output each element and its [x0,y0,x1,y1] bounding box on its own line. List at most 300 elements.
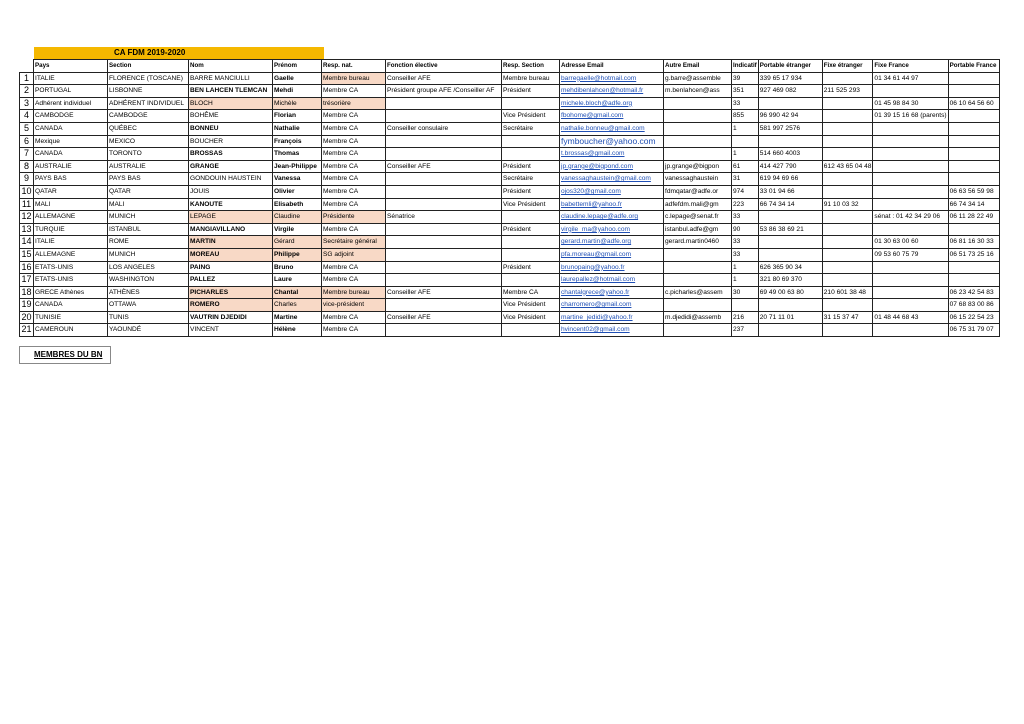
france-landline-cell [873,173,948,186]
firstname-cell: Vanessa [273,173,322,186]
dial-code-cell: 1 [732,148,759,161]
foreign-landline-cell [822,248,873,261]
france-landline-cell: 09 53 60 75 79 [873,248,948,261]
other-email-cell [664,148,732,161]
section-role-cell: Président [502,85,560,98]
elective-function-cell [386,148,502,161]
foreign-landline-cell [822,223,873,236]
surname-cell: MANGIAVILLANO [189,223,273,236]
section-cell: LISBONNE [108,85,189,98]
foreign-mobile-cell: 321 80 69 370 [758,274,822,287]
table-row [20,211,1000,224]
surname-cell: VAUTRIN DJEDIDI [189,311,273,324]
dial-code-cell: 33 [732,211,759,224]
surname-cell: MOREAU [189,248,273,261]
foreign-landline-cell [822,324,873,337]
firstname-cell: Gaelle [273,72,322,85]
firstname-cell: Laure [273,274,322,287]
elective-function-cell [386,110,502,123]
elective-function-cell: Conseiller AFE [386,311,502,324]
section-cell: MUNICH [108,211,189,224]
header-cell: Adresse Email [560,60,664,73]
row-number: 2 [20,85,34,98]
other-email-cell: m.djedidi@assemb [664,311,732,324]
france-mobile-cell [948,110,999,123]
table-row [20,223,1000,236]
foreign-mobile-cell [758,299,822,312]
section-role-cell [502,211,560,224]
elective-function-cell: Conseiller AFE [386,160,502,173]
elective-function-cell [386,185,502,198]
section-role-cell: Vice Président [502,299,560,312]
table-row [20,185,1000,198]
email-cell[interactable]: vanessaghaustein@gmail.com [560,173,664,186]
other-email-cell [664,248,732,261]
table-row [20,135,1000,148]
country-cell: CAMBODGE [34,110,108,123]
section-role-cell: Vice Président [502,311,560,324]
other-email-cell [664,122,732,135]
row-number: 8 [20,160,34,173]
france-landline-cell [873,286,948,299]
surname-cell: GONDOUIN HAUSTEIN [189,173,273,186]
national-role-cell: Membre CA [322,85,386,98]
national-role-cell: Membre CA [322,135,386,148]
other-email-cell: c.lepage@senat.fr [664,211,732,224]
other-email-cell: jp.grange@bigpon [664,160,732,173]
table-row [20,236,1000,249]
row-number: 7 [20,148,34,161]
section-cell: FLORENCE (TOSCANE) [108,72,189,85]
france-mobile-cell: 06 75 31 79 07 [948,324,999,337]
surname-cell: BOHÊME [189,110,273,123]
surname-cell: BOUCHER [189,135,273,148]
header-cell: Portable étranger [758,60,822,73]
elective-function-cell: Président groupe AFE /Conseiller AF [386,85,502,98]
table-row [20,85,1000,98]
section-role-cell [502,324,560,337]
foreign-mobile-cell: 20 71 11 01 [758,311,822,324]
country-cell: ALLEMAGNE [34,248,108,261]
section-role-cell: Vice Président [502,110,560,123]
other-email-cell [664,261,732,274]
france-mobile-cell: 06 11 28 22 49 [948,211,999,224]
firstname-cell: Chantal [273,286,322,299]
section-cell: ADHÉRENT INDIVIDUEL [108,97,189,110]
france-mobile-cell [948,72,999,85]
national-role-cell: Membre CA [322,160,386,173]
sheet-title-bar [34,47,324,59]
country-cell: TURQUIE [34,223,108,236]
dial-code-cell: 33 [732,236,759,249]
section-role-cell [502,274,560,287]
email-cell[interactable]: ojos320@gmail.com [560,185,664,198]
country-cell: CAMEROUN [34,324,108,337]
members-table-body [20,72,1000,336]
header-cell: Fixe étranger [822,60,873,73]
row-number: 18 [20,286,34,299]
country-cell: QATAR [34,185,108,198]
dial-code-cell: 1 [732,122,759,135]
email-cell[interactable]: charromero@gmail.com [560,299,664,312]
header-index [20,60,34,73]
table-row [20,97,1000,110]
section-role-cell: Secrétaire [502,122,560,135]
row-number: 5 [20,122,34,135]
other-email-cell: g.barre@assemble [664,72,732,85]
section-role-cell [502,148,560,161]
firstname-cell: Philippe [273,248,322,261]
dial-code-cell: 33 [732,248,759,261]
surname-cell: LEPAGE [189,211,273,224]
email-cell[interactable]: brunopaing@yahoo.fr [560,261,664,274]
surname-cell: MARTIN [189,236,273,249]
other-email-cell: fdmqatar@adfe.or [664,185,732,198]
country-cell: ALLEMAGNE [34,211,108,224]
surname-cell: PALLEZ [189,274,273,287]
country-cell: AUSTRALIE [34,160,108,173]
foreign-mobile-cell: 626 365 90 34 [758,261,822,274]
france-mobile-cell: 06 15 22 54 23 [948,311,999,324]
firstname-cell: Mehdi [273,85,322,98]
foreign-landline-cell [822,72,873,85]
foreign-landline-cell [822,261,873,274]
header-row [20,60,1000,73]
france-landline-cell [873,198,948,211]
surname-cell: PICHARLES [189,286,273,299]
row-number: 16 [20,261,34,274]
table-row [20,72,1000,85]
foreign-mobile-cell: 66 74 34 14 [758,198,822,211]
elective-function-cell: Conseiller AFE [386,72,502,85]
foreign-mobile-cell: 96 990 42 94 [758,110,822,123]
country-cell: CANADA [34,148,108,161]
row-number: 19 [20,299,34,312]
other-email-cell [664,135,732,148]
row-number: 11 [20,198,34,211]
foreign-landline-cell [822,299,873,312]
france-mobile-cell: 06 81 16 30 33 [948,236,999,249]
france-landline-cell [873,299,948,312]
national-role-cell: Membre bureau [322,286,386,299]
surname-cell: BONNEU [189,122,273,135]
section-cell: PAYS BAS [108,173,189,186]
header-cell: Section [108,60,189,73]
national-role-cell: Membre CA [322,148,386,161]
foreign-landline-cell: 91 10 03 32 [822,198,873,211]
table-row [20,148,1000,161]
firstname-cell: Michèle [273,97,322,110]
national-role-cell: Membre CA [322,110,386,123]
row-number: 10 [20,185,34,198]
firstname-cell: François [273,135,322,148]
email-cell[interactable]: jp.grange@bigpond.com [560,160,664,173]
foreign-mobile-cell: 53 86 38 69 21 [758,223,822,236]
country-cell: TUNISIE [34,311,108,324]
table-row [20,248,1000,261]
section-role-cell: Président [502,223,560,236]
national-role-cell: Membre CA [322,274,386,287]
header-cell: Indicatif [732,60,759,73]
header-cell: Resp. Section [502,60,560,73]
france-landline-cell: sénat : 01 42 34 29 06 [873,211,948,224]
row-number: 20 [20,311,34,324]
foreign-mobile-cell [758,324,822,337]
email-cell[interactable]: fymboucher@yahoo.com [560,135,664,148]
surname-cell: JOUIS [189,185,273,198]
foreign-landline-cell [822,148,873,161]
row-number: 15 [20,248,34,261]
country-cell: PORTUGAL [34,85,108,98]
email-cell[interactable]: virgile_ma@yahoo.com [560,223,664,236]
national-role-cell: Membre CA [322,198,386,211]
email-cell[interactable]: babettemli@yahoo.fr [560,198,664,211]
foreign-landline-cell [822,211,873,224]
dial-code-cell: 216 [732,311,759,324]
foreign-mobile-cell: 619 94 69 66 [758,173,822,186]
dial-code-cell: 1 [732,274,759,287]
section-role-cell: Secrétaire [502,173,560,186]
other-email-cell: m.benlahcen@ass [664,85,732,98]
surname-cell: BARRE MANCIULLI [189,72,273,85]
foreign-mobile-cell: 339 65 17 934 [758,72,822,85]
foreign-landline-cell: 210 601 38 48 [822,286,873,299]
dial-code-cell: 974 [732,185,759,198]
national-role-cell: SG adjoint [322,248,386,261]
other-email-cell [664,324,732,337]
table-row [20,261,1000,274]
members-table [19,59,1000,337]
foreign-mobile-cell: 514 660 4003 [758,148,822,161]
section-cell: AUSTRALIE [108,160,189,173]
elective-function-cell [386,299,502,312]
firstname-cell: Olivier [273,185,322,198]
section-cell: YAOUNDÉ [108,324,189,337]
section-cell: MUNICH [108,248,189,261]
dial-code-cell: 39 [732,72,759,85]
dial-code-cell: 31 [732,173,759,186]
elective-function-cell [386,173,502,186]
email-cell[interactable]: chantalgrece@yahoo.fr [560,286,664,299]
section-role-cell: Président [502,160,560,173]
surname-cell: VINCENT [189,324,273,337]
country-cell: ETATS-UNIS [34,261,108,274]
row-number: 17 [20,274,34,287]
email-cell[interactable]: laurepallez@hotmail.com [560,274,664,287]
elective-function-cell [386,223,502,236]
foreign-landline-cell [822,173,873,186]
france-mobile-cell: 06 51 73 25 16 [948,248,999,261]
france-mobile-cell: 66 74 34 14 [948,198,999,211]
other-email-cell [664,299,732,312]
elective-function-cell [386,236,502,249]
firstname-cell: Claudine [273,211,322,224]
section-role-cell: Président [502,261,560,274]
elective-function-cell [386,198,502,211]
dial-code-cell: 351 [732,85,759,98]
other-email-cell: vanessaghaustein [664,173,732,186]
section-role-cell [502,135,560,148]
foreign-landline-cell [822,122,873,135]
france-landline-cell: 01 39 15 16 68 (parents) [873,110,948,123]
france-mobile-cell [948,223,999,236]
national-role-cell: Membre CA [322,223,386,236]
country-cell: ITALIE [34,236,108,249]
email-cell[interactable]: t.brossas@gmail.com [560,148,664,161]
foreign-landline-cell [822,185,873,198]
foreign-mobile-cell: 33 01 94 66 [758,185,822,198]
table-row [20,311,1000,324]
surname-cell: KANOUTE [189,198,273,211]
france-landline-cell [873,223,948,236]
surname-cell: BLOCH [189,97,273,110]
foreign-landline-cell [822,97,873,110]
section-cell: OTTAWA [108,299,189,312]
elective-function-cell [386,261,502,274]
table-row [20,122,1000,135]
row-number: 13 [20,223,34,236]
dial-code-cell: 30 [732,286,759,299]
foreign-landline-cell: 612 43 65 04 48 [822,160,873,173]
foreign-mobile-cell: 69 49 00 63 80 [758,286,822,299]
surname-cell: GRANGE [189,160,273,173]
surname-cell: PAING [189,261,273,274]
email-cell[interactable]: michele.bloch@adfe.org [560,97,664,110]
firstname-cell: Hélène [273,324,322,337]
france-mobile-cell [948,261,999,274]
dial-code-cell: 90 [732,223,759,236]
france-mobile-cell: 06 10 64 56 60 [948,97,999,110]
table-row [20,160,1000,173]
foreign-mobile-cell: 581 997 2576 [758,122,822,135]
france-landline-cell: 01 30 63 00 60 [873,236,948,249]
section-cell: WASHINGTON [108,274,189,287]
foreign-landline-cell [822,135,873,148]
section-role-cell: Président [502,185,560,198]
other-email-cell: adfefdm.mali@gm [664,198,732,211]
france-landline-cell [873,85,948,98]
elective-function-cell: Conseiller AFE [386,286,502,299]
elective-function-cell [386,248,502,261]
dial-code-cell: 223 [732,198,759,211]
other-email-cell: gerard.martin0460 [664,236,732,249]
header-cell: Nom [189,60,273,73]
country-cell: CANADA [34,122,108,135]
france-mobile-cell [948,160,999,173]
firstname-cell: Thomas [273,148,322,161]
france-landline-cell [873,274,948,287]
row-number: 3 [20,97,34,110]
national-role-cell: Présidente [322,211,386,224]
country-cell: GRECE Athènes [34,286,108,299]
header-cell: Pays [34,60,108,73]
row-number: 12 [20,211,34,224]
france-landline-cell: 01 34 61 44 97 [873,72,948,85]
france-mobile-cell [948,85,999,98]
foreign-mobile-cell [758,236,822,249]
france-landline-cell [873,185,948,198]
section-cell: MALI [108,198,189,211]
firstname-cell: Jean-Philippe [273,160,322,173]
firstname-cell: Gérard [273,236,322,249]
national-role-cell: Secrétaire général [322,236,386,249]
section-role-cell [502,97,560,110]
row-number: 6 [20,135,34,148]
elective-function-cell: Sénatrice [386,211,502,224]
email-cell[interactable]: fbohome@gmail.com [560,110,664,123]
elective-function-cell [386,324,502,337]
national-role-cell: trésorière [322,97,386,110]
other-email-cell [664,274,732,287]
firstname-cell: Bruno [273,261,322,274]
other-email-cell [664,110,732,123]
country-cell: ITALIE [34,72,108,85]
surname-cell: ROMERO [189,299,273,312]
email-cell[interactable]: mehdibenlahcen@hotmail.fr [560,85,664,98]
section-cell: MEXICO [108,135,189,148]
email-cell[interactable]: gerard.martin@adfe.org [560,236,664,249]
section-role-cell [502,248,560,261]
header-cell: Fixe France [873,60,948,73]
email-cell[interactable]: barregaelle@hotmail.com [560,72,664,85]
section-cell: TORONTO [108,148,189,161]
france-mobile-cell [948,135,999,148]
header-cell: Resp. nat. [322,60,386,73]
foreign-landline-cell [822,274,873,287]
surname-cell: BROSSAS [189,148,273,161]
france-mobile-cell: 06 23 42 54 83 [948,286,999,299]
national-role-cell: Membre CA [322,173,386,186]
elective-function-cell [386,135,502,148]
email-cell[interactable]: pfa.moreau@gmail.com [560,248,664,261]
table-row [20,286,1000,299]
table-row [20,274,1000,287]
foreign-landline-cell: 31 15 37 47 [822,311,873,324]
section-cell: QUÉBEC [108,122,189,135]
header-cell: Portable France [948,60,999,73]
france-mobile-cell: 07 68 83 00 86 [948,299,999,312]
france-mobile-cell [948,148,999,161]
foreign-mobile-cell: 414 427 790 [758,160,822,173]
france-landline-cell [873,122,948,135]
table-row [20,173,1000,186]
dial-code-cell: 237 [732,324,759,337]
elective-function-cell [386,274,502,287]
section-cell: TUNIS [108,311,189,324]
email-cell[interactable]: nathalie.bonneu@gmail.com [560,122,664,135]
national-role-cell: Membre bureau [322,72,386,85]
firstname-cell: Nathalie [273,122,322,135]
email-cell[interactable]: hvincent02@gmail.com [560,324,664,337]
france-landline-cell [873,148,948,161]
foreign-landline-cell: 211 525 293 [822,85,873,98]
france-landline-cell [873,135,948,148]
france-mobile-cell [948,274,999,287]
foreign-mobile-cell [758,211,822,224]
dial-code-cell: 33 [732,97,759,110]
country-cell: Adhérent individuel [34,97,108,110]
header-cell: Autre Email [664,60,732,73]
dial-code-cell [732,135,759,148]
email-cell[interactable]: martine_jedidi@yahoo.fr [560,311,664,324]
national-role-cell: Membre CA [322,324,386,337]
elective-function-cell: Conseiller consulaire [386,122,502,135]
email-cell[interactable]: claudine.lepage@adfe.org [560,211,664,224]
table-row [20,198,1000,211]
dial-code-cell: 855 [732,110,759,123]
elective-function-cell [386,97,502,110]
header-cell: Fonction élective [386,60,502,73]
